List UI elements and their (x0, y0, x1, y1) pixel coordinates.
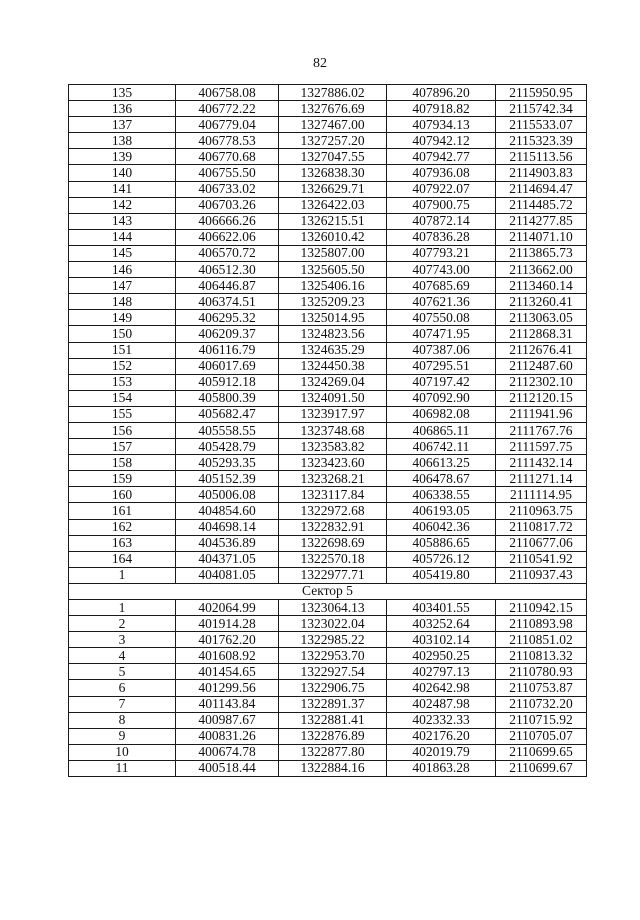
x1-cell: 406770.68 (176, 149, 279, 165)
y1-cell: 1326010.42 (279, 229, 387, 245)
x2-cell: 406338.55 (387, 487, 496, 503)
point-number-cell: 151 (69, 342, 176, 358)
point-number-cell: 1 (69, 567, 176, 583)
x1-cell: 404536.89 (176, 535, 279, 551)
y1-cell: 1322972.68 (279, 503, 387, 519)
x1-cell: 405912.18 (176, 374, 279, 390)
point-number-cell: 5 (69, 664, 176, 680)
x1-cell: 405152.39 (176, 471, 279, 487)
y1-cell: 1322953.70 (279, 648, 387, 664)
y2-cell: 2110963.75 (496, 503, 587, 519)
x2-cell: 406042.36 (387, 519, 496, 535)
x2-cell: 402950.25 (387, 648, 496, 664)
x2-cell: 405419.80 (387, 567, 496, 583)
x1-cell: 406116.79 (176, 342, 279, 358)
table-row (69, 471, 587, 487)
y1-cell: 1324091.50 (279, 390, 387, 406)
x1-cell: 400518.44 (176, 760, 279, 776)
table-row (69, 133, 587, 149)
point-number-cell: 139 (69, 149, 176, 165)
point-number-cell: 140 (69, 165, 176, 181)
y2-cell: 2110813.32 (496, 648, 587, 664)
x2-cell: 402642.98 (387, 680, 496, 696)
table-row (69, 728, 587, 744)
table-row (69, 262, 587, 278)
y1-cell: 1325014.95 (279, 310, 387, 326)
x2-cell: 401863.28 (387, 760, 496, 776)
y1-cell: 1326629.71 (279, 181, 387, 197)
x1-cell: 405682.47 (176, 406, 279, 422)
y1-cell: 1327886.02 (279, 85, 387, 101)
table-row (69, 294, 587, 310)
y2-cell: 2114277.85 (496, 213, 587, 229)
point-number-cell: 137 (69, 117, 176, 133)
x1-cell: 404081.05 (176, 567, 279, 583)
x1-cell: 401762.20 (176, 632, 279, 648)
x1-cell: 405293.35 (176, 455, 279, 471)
y1-cell: 1322832.91 (279, 519, 387, 535)
point-number-cell: 4 (69, 648, 176, 664)
point-number-cell: 162 (69, 519, 176, 535)
y2-cell: 2110699.65 (496, 744, 587, 760)
table-row (69, 696, 587, 712)
x1-cell: 406570.72 (176, 245, 279, 261)
table-row (69, 85, 587, 101)
table-row (69, 664, 587, 680)
point-number-cell: 161 (69, 503, 176, 519)
y2-cell: 2115533.07 (496, 117, 587, 133)
x2-cell: 407896.20 (387, 85, 496, 101)
x2-cell: 407743.00 (387, 262, 496, 278)
y1-cell: 1325807.00 (279, 245, 387, 261)
table-row (69, 117, 587, 133)
x2-cell: 407942.77 (387, 149, 496, 165)
table-row (69, 278, 587, 294)
y1-cell: 1322698.69 (279, 535, 387, 551)
y2-cell: 2110705.07 (496, 728, 587, 744)
table-row (69, 551, 587, 567)
y2-cell: 2110817.72 (496, 519, 587, 535)
coordinates-table-body (69, 85, 587, 777)
y2-cell: 2114485.72 (496, 197, 587, 213)
x2-cell: 406193.05 (387, 503, 496, 519)
x2-cell: 407918.82 (387, 101, 496, 117)
x2-cell: 403102.14 (387, 632, 496, 648)
table-row (69, 326, 587, 342)
table-row (69, 101, 587, 117)
point-number-cell: 160 (69, 487, 176, 503)
y1-cell: 1322985.22 (279, 632, 387, 648)
x2-cell: 407922.07 (387, 181, 496, 197)
y2-cell: 2111271.14 (496, 471, 587, 487)
point-number-cell: 8 (69, 712, 176, 728)
x1-cell: 402064.99 (176, 600, 279, 616)
coordinates-table (68, 84, 587, 777)
x2-cell: 407934.13 (387, 117, 496, 133)
y2-cell: 2114071.10 (496, 229, 587, 245)
x1-cell: 405006.08 (176, 487, 279, 503)
table-row (69, 535, 587, 551)
x1-cell: 401454.65 (176, 664, 279, 680)
x2-cell: 407092.90 (387, 390, 496, 406)
x2-cell: 407295.51 (387, 358, 496, 374)
x1-cell: 401299.56 (176, 680, 279, 696)
x1-cell: 406758.08 (176, 85, 279, 101)
y1-cell: 1325209.23 (279, 294, 387, 310)
point-number-cell: 154 (69, 390, 176, 406)
y2-cell: 2115742.34 (496, 101, 587, 117)
x2-cell: 407387.06 (387, 342, 496, 358)
x1-cell: 405558.55 (176, 422, 279, 438)
x2-cell: 407872.14 (387, 213, 496, 229)
point-number-cell: 149 (69, 310, 176, 326)
x1-cell: 406295.32 (176, 310, 279, 326)
y1-cell: 1323583.82 (279, 439, 387, 455)
y1-cell: 1323022.04 (279, 616, 387, 632)
table-row (69, 165, 587, 181)
y2-cell: 2113260.41 (496, 294, 587, 310)
y2-cell: 2113063.05 (496, 310, 587, 326)
x2-cell: 405886.65 (387, 535, 496, 551)
y1-cell: 1322906.75 (279, 680, 387, 696)
table-row (69, 181, 587, 197)
y2-cell: 2111114.95 (496, 487, 587, 503)
y2-cell: 2111941.96 (496, 406, 587, 422)
x1-cell: 404854.60 (176, 503, 279, 519)
point-number-cell: 150 (69, 326, 176, 342)
point-number-cell: 146 (69, 262, 176, 278)
x2-cell: 407550.08 (387, 310, 496, 326)
y1-cell: 1324450.38 (279, 358, 387, 374)
table-row (69, 213, 587, 229)
y2-cell: 2115323.39 (496, 133, 587, 149)
point-number-cell: 135 (69, 85, 176, 101)
table-row (69, 197, 587, 213)
x1-cell: 406446.87 (176, 278, 279, 294)
y2-cell: 2110541.92 (496, 551, 587, 567)
y1-cell: 1324823.56 (279, 326, 387, 342)
x1-cell: 400987.67 (176, 712, 279, 728)
x1-cell: 406017.69 (176, 358, 279, 374)
x1-cell: 401608.92 (176, 648, 279, 664)
y2-cell: 2111767.76 (496, 422, 587, 438)
table-row (69, 229, 587, 245)
table-row (69, 390, 587, 406)
table-row (69, 342, 587, 358)
x2-cell: 403401.55 (387, 600, 496, 616)
y2-cell: 2110937.43 (496, 567, 587, 583)
point-number-cell: 9 (69, 728, 176, 744)
point-number-cell: 144 (69, 229, 176, 245)
x2-cell: 406742.11 (387, 439, 496, 455)
x1-cell: 406779.04 (176, 117, 279, 133)
y2-cell: 2110780.93 (496, 664, 587, 680)
point-number-cell: 156 (69, 422, 176, 438)
point-number-cell: 158 (69, 455, 176, 471)
x1-cell: 406622.06 (176, 229, 279, 245)
x2-cell: 405726.12 (387, 551, 496, 567)
table-row (69, 487, 587, 503)
x2-cell: 407836.28 (387, 229, 496, 245)
sector-label: Сектор 5 (69, 583, 587, 599)
y2-cell: 2110942.15 (496, 600, 587, 616)
y1-cell: 1326838.30 (279, 165, 387, 181)
table-row (69, 648, 587, 664)
table-row (69, 600, 587, 616)
x1-cell: 406666.26 (176, 213, 279, 229)
point-number-cell: 163 (69, 535, 176, 551)
x1-cell: 406374.51 (176, 294, 279, 310)
sector-header-row (69, 583, 587, 599)
y1-cell: 1327047.55 (279, 149, 387, 165)
y2-cell: 2110732.20 (496, 696, 587, 712)
x1-cell: 404371.05 (176, 551, 279, 567)
point-number-cell: 147 (69, 278, 176, 294)
point-number-cell: 7 (69, 696, 176, 712)
y2-cell: 2113662.00 (496, 262, 587, 278)
y1-cell: 1325605.50 (279, 262, 387, 278)
point-number-cell: 10 (69, 744, 176, 760)
x1-cell: 406755.50 (176, 165, 279, 181)
y2-cell: 2110893.98 (496, 616, 587, 632)
y1-cell: 1323268.21 (279, 471, 387, 487)
x1-cell: 406772.22 (176, 101, 279, 117)
point-number-cell: 142 (69, 197, 176, 213)
y1-cell: 1322927.54 (279, 664, 387, 680)
x1-cell: 405428.79 (176, 439, 279, 455)
x2-cell: 402176.20 (387, 728, 496, 744)
y1-cell: 1323748.68 (279, 422, 387, 438)
table-row (69, 455, 587, 471)
table-row (69, 632, 587, 648)
y1-cell: 1322570.18 (279, 551, 387, 567)
table-row (69, 310, 587, 326)
y1-cell: 1322977.71 (279, 567, 387, 583)
x2-cell: 407900.75 (387, 197, 496, 213)
x2-cell: 402332.33 (387, 712, 496, 728)
y2-cell: 2110699.67 (496, 760, 587, 776)
x2-cell: 406865.11 (387, 422, 496, 438)
y1-cell: 1327257.20 (279, 133, 387, 149)
point-number-cell: 11 (69, 760, 176, 776)
point-number-cell: 153 (69, 374, 176, 390)
x2-cell: 407793.21 (387, 245, 496, 261)
x2-cell: 407197.42 (387, 374, 496, 390)
y1-cell: 1327676.69 (279, 101, 387, 117)
page-number: 82 (313, 56, 327, 71)
y1-cell: 1327467.00 (279, 117, 387, 133)
x1-cell: 406512.30 (176, 262, 279, 278)
table-row (69, 374, 587, 390)
x1-cell: 404698.14 (176, 519, 279, 535)
table-row (69, 616, 587, 632)
table-row (69, 519, 587, 535)
y2-cell: 2114903.83 (496, 165, 587, 181)
y1-cell: 1322891.37 (279, 696, 387, 712)
table-row (69, 358, 587, 374)
table-row (69, 422, 587, 438)
table-row (69, 744, 587, 760)
point-number-cell: 6 (69, 680, 176, 696)
x2-cell: 407471.95 (387, 326, 496, 342)
y1-cell: 1325406.16 (279, 278, 387, 294)
y1-cell: 1322884.16 (279, 760, 387, 776)
y1-cell: 1322881.41 (279, 712, 387, 728)
point-number-cell: 148 (69, 294, 176, 310)
x2-cell: 402797.13 (387, 664, 496, 680)
x2-cell: 402487.98 (387, 696, 496, 712)
y2-cell: 2112868.31 (496, 326, 587, 342)
table-row (69, 439, 587, 455)
y1-cell: 1323917.97 (279, 406, 387, 422)
x2-cell: 406478.67 (387, 471, 496, 487)
x1-cell: 401914.28 (176, 616, 279, 632)
x2-cell: 402019.79 (387, 744, 496, 760)
y1-cell: 1324269.04 (279, 374, 387, 390)
x2-cell: 406982.08 (387, 406, 496, 422)
y2-cell: 2112487.60 (496, 358, 587, 374)
x2-cell: 407685.69 (387, 278, 496, 294)
point-number-cell: 136 (69, 101, 176, 117)
table-row (69, 149, 587, 165)
x1-cell: 405800.39 (176, 390, 279, 406)
table-row (69, 680, 587, 696)
point-number-cell: 155 (69, 406, 176, 422)
y2-cell: 2111597.75 (496, 439, 587, 455)
y2-cell: 2114694.47 (496, 181, 587, 197)
y1-cell: 1323423.60 (279, 455, 387, 471)
y2-cell: 2110851.02 (496, 632, 587, 648)
x2-cell: 407936.08 (387, 165, 496, 181)
point-number-cell: 152 (69, 358, 176, 374)
x2-cell: 407621.36 (387, 294, 496, 310)
x1-cell: 406733.02 (176, 181, 279, 197)
y1-cell: 1323117.84 (279, 487, 387, 503)
point-number-cell: 164 (69, 551, 176, 567)
table-row (69, 712, 587, 728)
y1-cell: 1326422.03 (279, 197, 387, 213)
point-number-cell: 143 (69, 213, 176, 229)
point-number-cell: 138 (69, 133, 176, 149)
x2-cell: 407942.12 (387, 133, 496, 149)
y2-cell: 2115113.56 (496, 149, 587, 165)
x1-cell: 401143.84 (176, 696, 279, 712)
y2-cell: 2112676.41 (496, 342, 587, 358)
x1-cell: 406703.26 (176, 197, 279, 213)
y1-cell: 1324635.29 (279, 342, 387, 358)
table-row (69, 406, 587, 422)
x1-cell: 406778.53 (176, 133, 279, 149)
x2-cell: 406613.25 (387, 455, 496, 471)
y1-cell: 1326215.51 (279, 213, 387, 229)
y2-cell: 2115950.95 (496, 85, 587, 101)
y2-cell: 2110677.06 (496, 535, 587, 551)
y2-cell: 2110715.92 (496, 712, 587, 728)
point-number-cell: 2 (69, 616, 176, 632)
y2-cell: 2111432.14 (496, 455, 587, 471)
point-number-cell: 145 (69, 245, 176, 261)
table-row (69, 760, 587, 776)
x1-cell: 400674.78 (176, 744, 279, 760)
y2-cell: 2110753.87 (496, 680, 587, 696)
y2-cell: 2113460.14 (496, 278, 587, 294)
table-row (69, 567, 587, 583)
point-number-cell: 157 (69, 439, 176, 455)
y1-cell: 1322877.80 (279, 744, 387, 760)
y1-cell: 1323064.13 (279, 600, 387, 616)
point-number-cell: 159 (69, 471, 176, 487)
table-row (69, 245, 587, 261)
point-number-cell: 1 (69, 600, 176, 616)
table-row (69, 503, 587, 519)
y2-cell: 2112120.15 (496, 390, 587, 406)
y2-cell: 2112302.10 (496, 374, 587, 390)
y1-cell: 1322876.89 (279, 728, 387, 744)
x1-cell: 406209.37 (176, 326, 279, 342)
point-number-cell: 141 (69, 181, 176, 197)
y2-cell: 2113865.73 (496, 245, 587, 261)
x1-cell: 400831.26 (176, 728, 279, 744)
point-number-cell: 3 (69, 632, 176, 648)
x2-cell: 403252.64 (387, 616, 496, 632)
